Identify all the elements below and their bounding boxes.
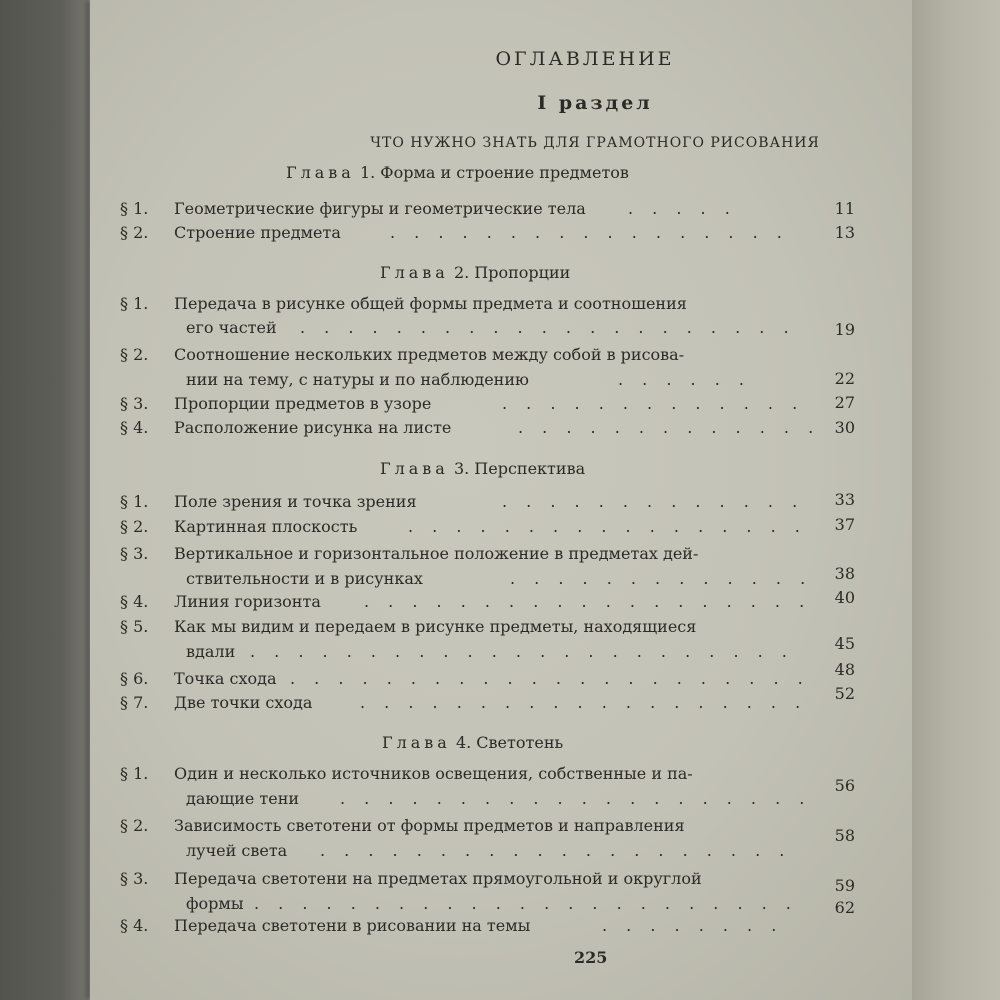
ch3-entry-5-line-2: вдали xyxy=(186,642,236,661)
ch3-entry-1-page: 33 xyxy=(834,490,855,509)
ch4-entry-3-line-2: формы xyxy=(186,894,244,913)
ch2-entry-4-page: 30 xyxy=(834,418,855,437)
ch3-entry-7-text: Две точки схода xyxy=(174,693,313,712)
ch2-entry-1-line-2: его частей xyxy=(186,318,277,337)
ch3-entry-4-page: 40 xyxy=(834,588,855,607)
leader-dots: . . . . . . . . . . . . . . . . . . . . xyxy=(340,789,812,808)
ch3-entry-6-para: § 6. xyxy=(120,669,149,688)
ch1-entry-1-page: 11 xyxy=(834,199,855,218)
ch4-entry-1-para: § 1. xyxy=(120,764,149,783)
ch3-entry-3-para: § 3. xyxy=(120,544,149,563)
ch2-entry-3-page: 27 xyxy=(834,393,855,412)
ch2-entry-1-line-1: Передача в рисунке общей формы предмета и соотношения xyxy=(174,294,687,313)
leader-dots: . . . . . . . . . . . . . . . . . . . xyxy=(360,693,808,712)
chapter-2-heading: Глава 2. Пропорции xyxy=(380,263,571,282)
ch2-entry-3-para: § 3. xyxy=(120,394,149,413)
ch4-entry-2-page: 58 xyxy=(834,826,855,845)
ch4-entry-4-para: § 4. xyxy=(120,916,149,935)
ch2-entry-2-line-1: Соотношение нескольких предметов между собой в рисова- xyxy=(174,345,685,364)
leader-dots: . . . . . . . . . . . . . . . . . . . . . xyxy=(300,318,796,337)
ch1-entry-1-para: § 1. xyxy=(120,199,149,218)
background-surface xyxy=(912,0,1000,1000)
page-number: 225 xyxy=(574,948,608,967)
leader-dots: . . . . . . . . . . . . . . . . . xyxy=(390,223,789,242)
ch2-entry-3-text: Пропорции предметов в узоре xyxy=(174,394,432,413)
ch3-entry-2-page: 37 xyxy=(834,515,855,534)
book-page xyxy=(90,0,912,1000)
ch3-entry-1-text: Поле зрения и точка зрения xyxy=(174,492,417,511)
ch2-entry-4-text: Расположение рисунка на листе xyxy=(174,418,452,437)
leader-dots: . . . . . . . . xyxy=(602,916,784,935)
leader-dots: . . . . . . . . . . . . . xyxy=(518,418,821,437)
leader-dots: . . . . . . . . . . . . . . . . . . . . . . . xyxy=(250,642,794,661)
leader-dots: . . . . . . . . . . . . . . . . . . . xyxy=(364,592,812,611)
ch3-entry-3-line-2: ствительности и в рисунках xyxy=(186,569,423,588)
ch2-entry-2-page: 22 xyxy=(834,369,855,388)
ch3-entry-7-para: § 7. xyxy=(120,693,149,712)
section-heading: I раздел xyxy=(537,92,653,114)
ch4-entry-4-page: 62 xyxy=(834,898,855,917)
ch4-entry-1-line-2: дающие тени xyxy=(186,789,300,808)
ch2-entry-2-line-2: нии на тему, с натуры и по наблюдению xyxy=(186,370,529,389)
ch3-entry-2-para: § 2. xyxy=(120,517,149,536)
ch1-entry-2-para: § 2. xyxy=(120,223,149,242)
ch3-entry-1-para: § 1. xyxy=(120,492,149,511)
chapter-1-heading: Глава 1. Форма и строение предметов xyxy=(286,163,629,182)
ch4-entry-2-para: § 2. xyxy=(120,816,149,835)
leader-dots: . . . . . . . . . . . . . . . . . . . . . . xyxy=(290,669,810,688)
ch4-entry-2-line-1: Зависимость светотени от формы предметов и направления xyxy=(174,816,685,835)
ch3-entry-5-para: § 5. xyxy=(120,617,149,636)
leader-dots: . . . . . . xyxy=(618,370,751,389)
ch1-entry-1-text: Геометрические фигуры и геометрические тела xyxy=(174,199,586,218)
ch3-entry-5-page: 45 xyxy=(834,634,855,653)
ch4-entry-2-line-2: лучей света xyxy=(186,841,288,860)
leader-dots: . . . . . . . . . . . . . . . . . . . . xyxy=(320,841,792,860)
toc-title: ОГЛАВЛЕНИЕ xyxy=(495,48,675,70)
ch4-entry-3-line-1: Передача светотени на предметах прямоугольной и округлой xyxy=(174,869,702,888)
ch3-entry-4-text: Линия горизонта xyxy=(174,592,321,611)
leader-dots: . . . . . . . . . . . . . xyxy=(502,394,805,413)
ch3-entry-6-page: 48 xyxy=(834,660,855,679)
ch2-entry-1-para: § 1. xyxy=(120,294,149,313)
ch4-entry-3-para: § 3. xyxy=(120,869,149,888)
ch2-entry-1-page: 19 xyxy=(834,320,855,339)
ch3-entry-5-line-1: Как мы видим и передаем в рисунке предметы, находящиеся xyxy=(174,617,697,636)
ch3-entry-3-line-1: Вертикальное и горизонтальное положение в предметах дей- xyxy=(174,544,699,563)
leader-dots: . . . . . . . . . . . . . xyxy=(502,492,805,511)
leader-dots: . . . . . . . . . . . . . xyxy=(510,569,813,588)
ch1-entry-2-page: 13 xyxy=(834,223,855,242)
ch2-entry-4-para: § 4. xyxy=(120,418,149,437)
ch4-entry-4-text: Передача светотени в рисовании на темы xyxy=(174,916,531,935)
chapter-3-heading: Глава 3. Перспектива xyxy=(380,459,586,478)
chapter-4-heading: Глава 4. Светотень xyxy=(382,733,564,752)
ch3-entry-3-page: 38 xyxy=(834,564,855,583)
ch4-entry-1-page: 56 xyxy=(834,776,855,795)
ch4-entry-1-line-1: Один и несколько источников освещения, собственные и па- xyxy=(174,764,693,783)
ch1-entry-2-text: Строение предмета xyxy=(174,223,341,242)
ch3-entry-4-para: § 4. xyxy=(120,592,149,611)
section-subtitle: ЧТО НУЖНО ЗНАТЬ ДЛЯ ГРАМОТНОГО РИСОВАНИЯ xyxy=(370,135,820,151)
ch2-entry-2-para: § 2. xyxy=(120,345,149,364)
leader-dots: . . . . . xyxy=(628,199,737,218)
leader-dots: . . . . . . . . . . . . . . . . . xyxy=(408,517,807,536)
ch3-entry-2-text: Картинная плоскость xyxy=(174,517,358,536)
ch3-entry-6-text: Точка схода xyxy=(174,669,277,688)
ch4-entry-3-page: 59 xyxy=(834,876,855,895)
leader-dots: . . . . . . . . . . . . . . . . . . . . . . . xyxy=(254,894,798,913)
ch3-entry-7-page: 52 xyxy=(834,684,855,703)
